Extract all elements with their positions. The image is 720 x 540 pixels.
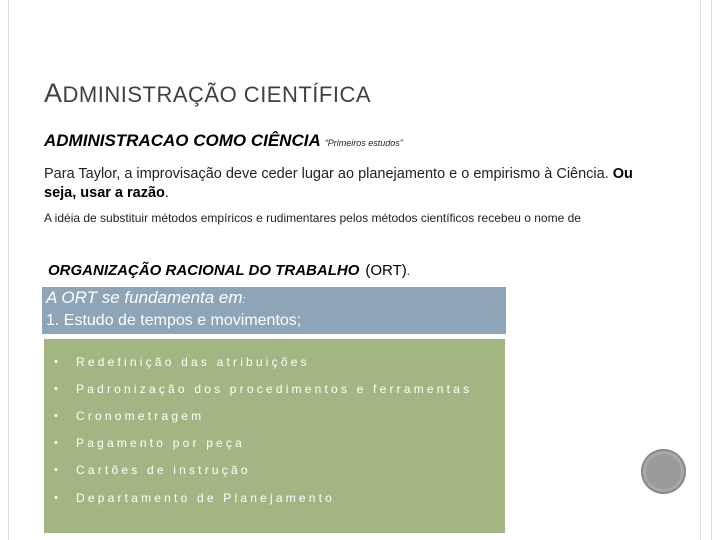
bullet-icon: •	[54, 409, 58, 422]
bullet-icon: •	[54, 491, 58, 504]
ort-topics-list	[54, 348, 472, 511]
title-rest: DMINISTRAÇÃO CIENTÍFICA	[62, 82, 372, 107]
list-item-text: Cartões de instrução	[76, 463, 251, 478]
list-item	[54, 375, 472, 402]
list-item	[54, 457, 472, 484]
ort-foundation-item: 1. Estudo de tempos e movimentos;	[46, 312, 302, 329]
list-item-text: Departamento de Planejamento	[76, 490, 336, 505]
subtitle	[44, 131, 403, 151]
ort-foundation-heading	[46, 288, 246, 308]
list-item	[54, 430, 472, 457]
bullet-icon: •	[54, 464, 58, 477]
paragraph-taylor	[44, 165, 644, 203]
bullet-icon: •	[54, 437, 58, 450]
paragraph-taylor-text: Para Taylor, a improvisação deve ceder lugar ao planejamento e o empirismo à Ciência.	[44, 166, 613, 182]
list-item-text: Cronometragem	[76, 408, 205, 423]
list-item-text: Pagamento por peça	[76, 436, 246, 451]
list-item	[54, 402, 472, 429]
list-item	[54, 348, 472, 375]
ort-definition	[48, 262, 410, 279]
list-item-text: Padronização dos procedimentos e ferramentas	[76, 381, 473, 396]
ort-foundation-colon: :	[242, 294, 246, 306]
ort-dot: .	[406, 266, 410, 278]
subtitle-note: “Primeiros estudos”	[324, 138, 403, 148]
ort-name: ORGANIZAÇÃO RACIONAL DO TRABALHO	[48, 262, 360, 279]
list-item-text: Redefinição das atribuições	[76, 354, 310, 369]
list-item	[54, 484, 472, 511]
ort-foundation-heading-text: A ORT se fundamenta em	[46, 288, 243, 307]
frame-border-line	[700, 0, 701, 540]
ort-abbr: (ORT)	[365, 262, 407, 279]
bullet-icon: •	[54, 382, 58, 395]
title-first-letter: A	[44, 78, 63, 108]
slide-title	[44, 78, 371, 109]
paragraph-taylor-tail: .	[164, 185, 169, 201]
decorative-circle-icon	[641, 449, 686, 494]
paragraph-ort-intro: A idéia de substituir métodos empíricos e rudimentares pelos métodos científicos recebeu o nome de	[44, 211, 581, 225]
paragraph-taylor-bold: Ou seja, usar a razão	[44, 166, 633, 201]
ort-foundation-box	[42, 287, 506, 334]
subtitle-main: ADMINISTRACAO COMO CIÊNCIA	[44, 131, 321, 150]
ort-topics-box	[44, 339, 505, 533]
bullet-icon: •	[54, 355, 58, 368]
